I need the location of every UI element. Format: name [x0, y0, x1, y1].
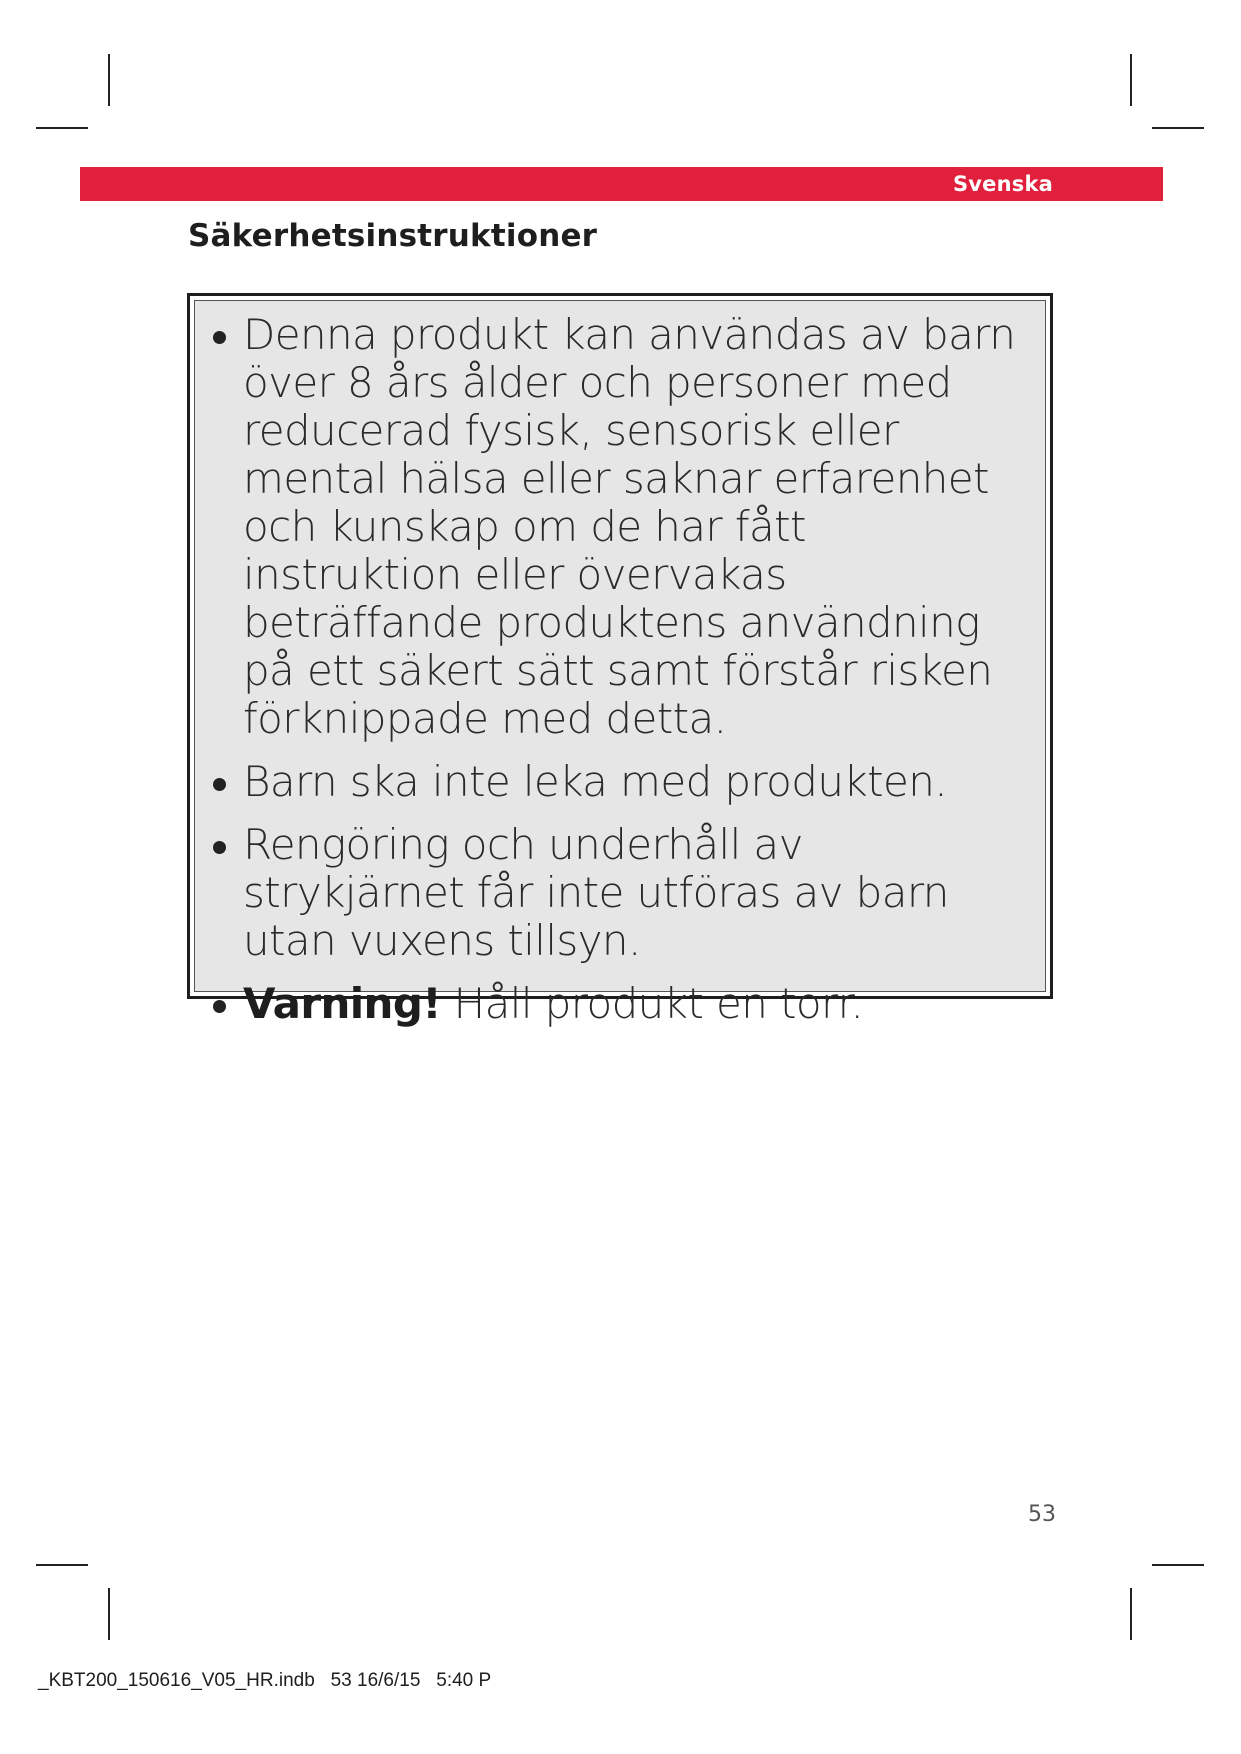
safety-instructions-inner — [194, 300, 1046, 1028]
section-title: Säkerhetsinstruktioner — [188, 218, 598, 254]
language-header-band — [80, 167, 1163, 201]
safety-item-text: Rengöring och underhåll av strykjärnet får inte utföras av barn utan vuxens tillsyn. — [243, 820, 949, 965]
safety-item-children-play — [213, 758, 1033, 806]
safety-item-usage — [213, 311, 1033, 743]
safety-instructions-box — [187, 293, 1053, 1028]
crop-mark-bottom-right-horizontal — [1152, 1564, 1204, 1566]
language-label: Svenska — [952, 172, 1053, 196]
bullet-icon — [213, 841, 226, 854]
safety-item-text: Barn ska inte leka med produkten. — [243, 757, 947, 806]
crop-mark-top-left-vertical — [108, 54, 110, 106]
print-file-slug: _KBT200_150616_V05_HR.indb 53 16/6/15 5:40 P — [38, 1670, 492, 1691]
crop-mark-top-left-horizontal — [36, 127, 88, 129]
crop-mark-top-right-horizontal — [1152, 127, 1204, 129]
crop-mark-top-right-vertical — [1130, 54, 1132, 106]
crop-mark-bottom-right-vertical — [1130, 1588, 1132, 1640]
safety-item-cleaning — [213, 821, 1033, 965]
safety-item-text: Håll produkt en torr. — [453, 979, 864, 1028]
page-number: 53 — [1028, 1502, 1056, 1527]
safety-bullet-list — [213, 311, 1033, 1043]
safety-item-warning — [213, 980, 1033, 1028]
crop-mark-bottom-left-horizontal — [36, 1564, 88, 1566]
bullet-icon — [213, 331, 226, 344]
warning-label: Varning! — [243, 979, 441, 1028]
bullet-icon — [213, 778, 226, 791]
crop-mark-bottom-left-vertical — [108, 1588, 110, 1640]
safety-item-text: Denna produkt kan användas av barn över 8 års ålder och personer med reducerad fysisk, sensorisk eller mental hälsa eller saknar erfarenhet och kunskap om de har fått instruktion eller övervakas beträffande produktens användning på ett säkert sätt samt förstår risken förknippade med detta. — [243, 310, 1016, 743]
bullet-icon — [213, 1000, 226, 1013]
